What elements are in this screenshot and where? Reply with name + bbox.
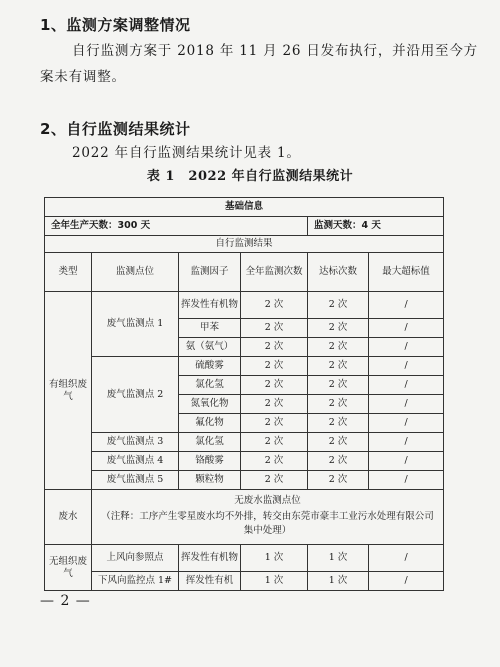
factor: 氯化氢 xyxy=(179,376,241,395)
table-row xyxy=(45,452,444,471)
type-organized: 有组织废气 xyxy=(45,292,92,490)
point: 上风向参照点 xyxy=(92,545,179,572)
section2-heading: 2、自行监测结果统计 xyxy=(40,120,191,138)
count: 2 次 xyxy=(241,292,308,319)
table-row xyxy=(45,471,444,490)
max: / xyxy=(369,433,444,452)
factor: 氨（氨气） xyxy=(179,338,241,357)
count: 2 次 xyxy=(241,319,308,338)
max: / xyxy=(369,452,444,471)
factor: 挥发性有机物 xyxy=(179,545,241,572)
max: / xyxy=(369,357,444,376)
point-5: 废气监测点 5 xyxy=(92,471,179,490)
pass: 2 次 xyxy=(308,319,369,338)
table-row xyxy=(45,357,444,376)
table-row xyxy=(45,572,444,591)
count: 2 次 xyxy=(241,414,308,433)
factor: 甲苯 xyxy=(179,319,241,338)
factor: 挥发性有机物 xyxy=(179,292,241,319)
type-wastewater: 废水 xyxy=(45,490,92,545)
factor: 铬酸雾 xyxy=(179,452,241,471)
page-number: — 2 — xyxy=(40,593,91,609)
factor: 颗粒物 xyxy=(179,471,241,490)
count: 2 次 xyxy=(241,357,308,376)
basic-info-title: 基础信息 xyxy=(45,198,444,217)
section1-para-line1: 自行监测方案于 2018 年 11 月 26 日发布执行，并沿用至今方 xyxy=(72,43,478,59)
section1-para-line2: 案未有调整。 xyxy=(40,69,126,85)
table-row xyxy=(45,545,444,572)
factor: 氟化物 xyxy=(179,414,241,433)
point-4: 废气监测点 4 xyxy=(92,452,179,471)
pass: 2 次 xyxy=(308,414,369,433)
wastewater-line2: （注释：工序产生零星废水均不外排，转交由东莞市豪丰工业污水处理有限公司集中处理） xyxy=(101,511,434,536)
pass: 2 次 xyxy=(308,395,369,414)
factor: 氯化氢 xyxy=(179,433,241,452)
pass: 2 次 xyxy=(308,376,369,395)
header-max-exceed: 最大超标值 xyxy=(369,253,444,292)
count: 2 次 xyxy=(241,376,308,395)
section2-para: 2022 年自行监测结果统计见表 1。 xyxy=(72,145,301,161)
pass: 1 次 xyxy=(308,572,369,591)
table-caption: 表 1 2022 年自行监测结果统计 xyxy=(146,169,354,184)
header-factor: 监测因子 xyxy=(179,253,241,292)
point-1: 废气监测点 1 xyxy=(92,292,179,357)
max: / xyxy=(369,572,444,591)
count: 1 次 xyxy=(241,572,308,591)
pass: 2 次 xyxy=(308,357,369,376)
point-3: 废气监测点 3 xyxy=(92,433,179,452)
results-title: 自行监测结果 xyxy=(45,236,444,253)
max: / xyxy=(369,545,444,572)
wastewater-line1: 无废水监测点位 xyxy=(234,495,301,506)
wastewater-note xyxy=(92,490,444,545)
max: / xyxy=(369,376,444,395)
table-row xyxy=(45,292,444,319)
header-pass-count: 达标次数 xyxy=(308,253,369,292)
point-2: 废气监测点 2 xyxy=(92,357,179,433)
section1-heading: 1、监测方案调整情况 xyxy=(40,16,191,34)
table-row xyxy=(45,490,444,545)
max: / xyxy=(369,338,444,357)
max: / xyxy=(369,292,444,319)
max: / xyxy=(369,471,444,490)
max: / xyxy=(369,414,444,433)
pass: 1 次 xyxy=(308,545,369,572)
factor: 挥发性有机 xyxy=(179,572,241,591)
factor: 氮氧化物 xyxy=(179,395,241,414)
header-annual-count: 全年监测次数 xyxy=(241,253,308,292)
production-days: 全年生产天数：300 天 xyxy=(45,217,308,236)
count: 2 次 xyxy=(241,471,308,490)
header-type: 类型 xyxy=(45,253,92,292)
monitoring-days: 监测天数：4 天 xyxy=(308,217,444,236)
pass: 2 次 xyxy=(308,433,369,452)
max: / xyxy=(369,319,444,338)
count: 1 次 xyxy=(241,545,308,572)
results-table xyxy=(44,197,444,591)
pass: 2 次 xyxy=(308,338,369,357)
max: / xyxy=(369,395,444,414)
count: 2 次 xyxy=(241,338,308,357)
count: 2 次 xyxy=(241,452,308,471)
pass: 2 次 xyxy=(308,452,369,471)
count: 2 次 xyxy=(241,395,308,414)
factor: 硫酸雾 xyxy=(179,357,241,376)
table-row xyxy=(45,433,444,452)
point: 下风向监控点 1# xyxy=(92,572,179,591)
pass: 2 次 xyxy=(308,471,369,490)
header-point: 监测点位 xyxy=(92,253,179,292)
pass: 2 次 xyxy=(308,292,369,319)
count: 2 次 xyxy=(241,433,308,452)
type-unorganized: 无组织废气 xyxy=(45,545,92,591)
